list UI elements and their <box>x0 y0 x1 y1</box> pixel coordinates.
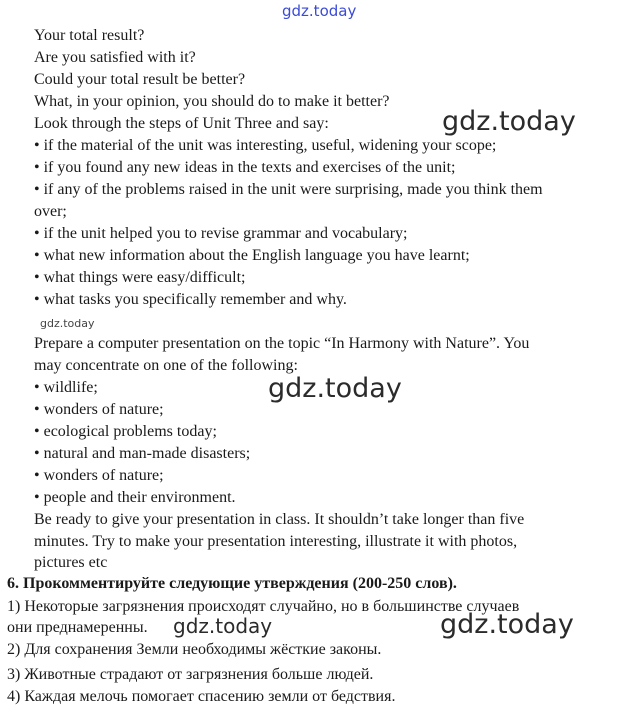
text-line: они преднамеренны. <box>7 619 148 636</box>
text-line: Your total result? <box>34 27 145 44</box>
bullet-item: • what things were easy/difficult; <box>34 269 246 286</box>
text-line: Be ready to give your presentation in class. It shouldn’t take longer than five <box>34 511 525 528</box>
text-line: minutes. Try to make your presentation interesting, illustrate it with photos, <box>34 533 518 550</box>
bullet-item: • if you found any new ideas in the texts and exercises of the unit; <box>34 159 456 176</box>
statement-item: 2) Для сохранения Земли необходимы жёсткие законы. <box>7 641 382 658</box>
text-line: may concentrate on one of the following: <box>34 357 298 374</box>
text-line: pictures etc <box>34 554 108 571</box>
watermark: gdz.today <box>40 317 95 330</box>
watermark: gdz.today <box>173 614 273 638</box>
text-line: Look through the steps of Unit Three and say: <box>34 115 329 132</box>
bullet-item: • what tasks you specifically remember and why. <box>34 291 347 308</box>
watermark: gdz.today <box>440 609 574 640</box>
watermark: gdz.today <box>282 2 357 20</box>
text-line: What, in your opinion, you should do to make it better? <box>34 93 390 110</box>
statement-item: 3) Животные страдают от загрязнения больше людей. <box>7 666 374 683</box>
bullet-item: • ecological problems today; <box>34 423 217 440</box>
bullet-item: • wonders of nature; <box>34 401 164 418</box>
bullet-item: • wildlife; <box>34 379 98 396</box>
section-heading: 6. Прокомментируйте следующие утверждения (200-250 слов). <box>7 575 457 592</box>
watermark: gdz.today <box>442 106 576 137</box>
bullet-item: • natural and man-made disasters; <box>34 445 251 462</box>
bullet-item: • wonders of nature; <box>34 467 164 484</box>
bullet-item: • if the material of the unit was interesting, useful, widening your scope; <box>34 137 497 154</box>
text-line: Could your total result be better? <box>34 71 246 88</box>
text-line: Are you satisfied with it? <box>34 49 196 66</box>
statement-item: 1) Некоторые загрязнения происходят случайно, но в большинстве случаев <box>7 598 520 615</box>
bullet-item: • if the unit helped you to revise grammar and vocabulary; <box>34 225 408 242</box>
statement-item: 4) Каждая мелочь помогает спасению земли от бедствия. <box>7 688 396 705</box>
bullet-item: • what new information about the English language you have learnt; <box>34 247 470 264</box>
text-line: over; <box>34 203 67 220</box>
bullet-item: • if any of the problems raised in the unit were surprising, made you think them <box>34 181 543 198</box>
text-line: Prepare a computer presentation on the topic “In Harmony with Nature”. You <box>34 335 530 352</box>
watermark: gdz.today <box>268 373 402 404</box>
bullet-item: • people and their environment. <box>34 489 236 506</box>
